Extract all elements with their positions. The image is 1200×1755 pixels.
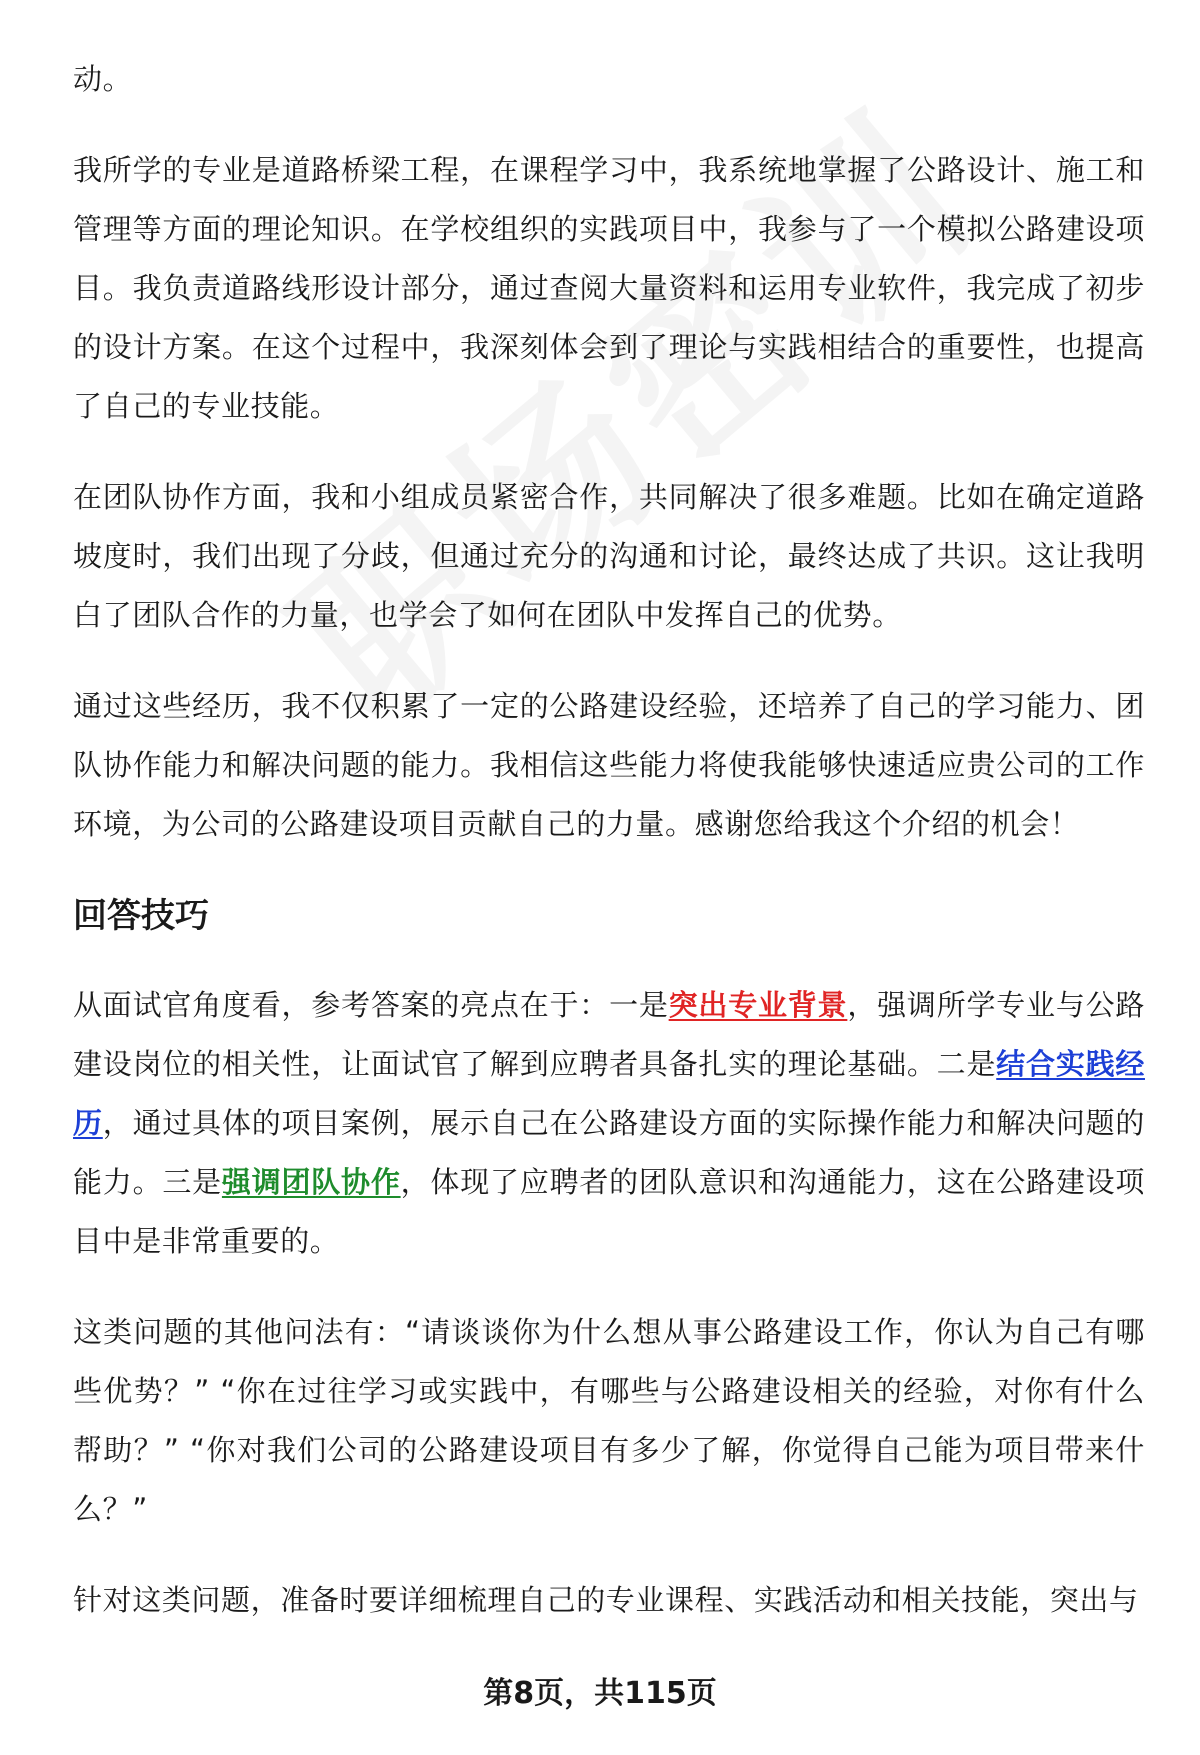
document-body — [73, 50, 1145, 1662]
paragraph-intro-end: 动。 — [73, 62, 133, 96]
paragraph-teamwork: 在团队协作方面，我和小组成员紧密合作，共同解决了很多难题。比如在确定道路坡度时，我们出现了分歧，但通过充分的沟通和讨论，最终达成了共识。这让我明白了团队合作的力量，也学会了如何在团队中发挥自己的优势。 — [73, 480, 1145, 632]
paragraph-major: 我所学的专业是道路桥梁工程，在课程学习中，我系统地掌握了公路设计、施工和管理等方面的理论知识。在学校组织的实践项目中，我参与了一个模拟公路建设项目。我负责道路线形设计部分，通过查阅大量资料和运用专业软件，我完成了初步的设计方案。在这个过程中，我深刻体会到了理论与实践相结合的重要性，也提高了自己的专业技能。 — [73, 153, 1145, 423]
tips-text-3: ，通过具体的项目案例，展示自己在公路建设方面的实际操作能力和解决问题的能力。三是 — [73, 1106, 1145, 1199]
highlight-teamwork: 强调团队协作 — [221, 1165, 401, 1199]
section-heading-answer-tips: 回答技巧 — [73, 896, 209, 936]
paragraph-alternative-questions: 这类问题的其他问法有：“请谈谈你为什么想从事公路建设工作，你认为自己有哪些优势？” “你在过往学习或实践中，有哪些与公路建设相关的经验，对你有什么帮助？” “你对我们公司的公路建设项目有多少了解，你觉得自己能为项目带来什么？” — [73, 1315, 1145, 1526]
page-number: 第8页，共115页 — [483, 1676, 717, 1711]
tips-text-1: 从面试官角度看，参考答案的亮点在于：一是 — [73, 988, 669, 1022]
paragraph-tips — [73, 976, 1145, 1271]
highlight-professional-background: 突出专业背景 — [668, 988, 848, 1022]
tips-text-2: ，强调所学专业与公路建设岗位的相关性，让面试官了解到应聘者具备扎实的理论基础。二是 — [73, 988, 1145, 1081]
tips-text-4: ，体现了应聘者的团队意识和沟通能力，这在公路建设项目中是非常重要的。 — [73, 1165, 1145, 1258]
highlight-practical-experience: 结合实践经历 — [73, 1047, 1145, 1140]
paragraph-preparation: 针对这类问题，准备时要详细梳理自己的专业课程、实践活动和相关技能，突出与 — [73, 1583, 1139, 1617]
paragraph-summary: 通过这些经历，我不仅积累了一定的公路建设经验，还培养了自己的学习能力、团队协作能力和解决问题的能力。我相信这些能力将使我能够快速适应贵公司的工作环境，为公司的公路建设项目贡献自己的力量。感谢您给我这个介绍的机会！ — [73, 689, 1145, 841]
